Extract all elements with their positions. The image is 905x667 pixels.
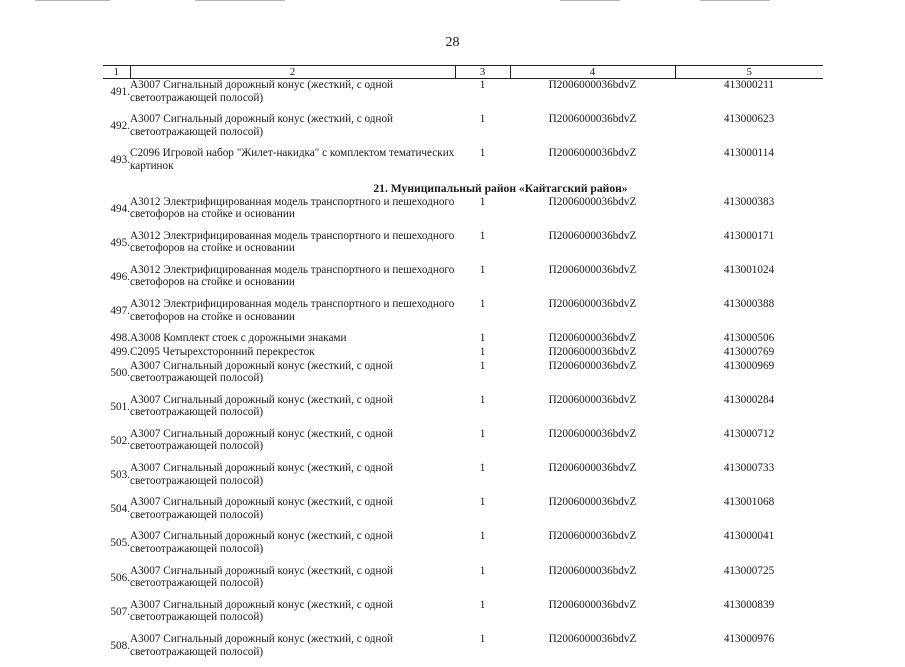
item-code: П2006000036bdvZ [510, 462, 675, 496]
item-quantity: 1 [455, 196, 510, 230]
inventory-number: 413000114 [675, 147, 823, 181]
inventory-number: 413000171 [675, 230, 823, 264]
table-row [103, 360, 823, 394]
row-number: 501. [103, 394, 130, 428]
table-row [103, 113, 823, 147]
table-row [103, 298, 823, 332]
table-row [103, 394, 823, 428]
item-quantity: 1 [455, 264, 510, 298]
row-number: 503. [103, 462, 130, 496]
row-number: 495. [103, 230, 130, 264]
item-name: С2095 Четырехсторонний перекресток [130, 346, 455, 360]
item-quantity: 1 [455, 360, 510, 394]
row-number: 502. [103, 428, 130, 462]
item-code: П2006000036bdvZ [510, 599, 675, 633]
column-header: 2 [130, 66, 455, 79]
row-number: 504. [103, 496, 130, 530]
inventory-number: 413000284 [675, 394, 823, 428]
row-number: 499. [103, 346, 130, 360]
item-quantity: 1 [455, 394, 510, 428]
column-header: 1 [103, 66, 130, 79]
item-code: П2006000036bdvZ [510, 79, 675, 114]
item-name: А3012 Электрифицированная модель транспортного и пешеходного светофоров на стойке и основании [130, 264, 455, 298]
row-number: 497. [103, 298, 130, 332]
item-code: П2006000036bdvZ [510, 530, 675, 564]
item-name: А3007 Сигнальный дорожный конус (жесткий, с одной светоотражающей полосой) [130, 113, 455, 147]
item-code: П2006000036bdvZ [510, 196, 675, 230]
inventory-number: 413000725 [675, 565, 823, 599]
inventory-number: 413001068 [675, 496, 823, 530]
item-quantity: 1 [455, 113, 510, 147]
item-name: А3012 Электрифицированная модель транспортного и пешеходного светофоров на стойке и основании [130, 230, 455, 264]
inventory-number: 413000976 [675, 633, 823, 667]
row-number: 505. [103, 530, 130, 564]
item-name: А3007 Сигнальный дорожный конус (жесткий, с одной светоотражающей полосой) [130, 79, 455, 114]
item-code: П2006000036bdvZ [510, 360, 675, 394]
table-row [103, 264, 823, 298]
inventory-number: 413000041 [675, 530, 823, 564]
item-code: П2006000036bdvZ [510, 496, 675, 530]
item-quantity: 1 [455, 147, 510, 181]
row-number: 493. [103, 147, 130, 181]
inventory-number: 413000733 [675, 462, 823, 496]
item-quantity: 1 [455, 346, 510, 360]
row-number: 494. [103, 196, 130, 230]
item-code: П2006000036bdvZ [510, 332, 675, 346]
table-row [103, 230, 823, 264]
scan-edge-line [35, 0, 110, 1]
table-row [103, 599, 823, 633]
item-quantity: 1 [455, 332, 510, 346]
item-name: А3012 Электрифицированная модель транспортного и пешеходного светофоров на стойке и основании [130, 196, 455, 230]
scan-edge-line [560, 0, 620, 1]
item-name: А3007 Сигнальный дорожный конус (жесткий, с одной светоотражающей полосой) [130, 496, 455, 530]
item-code: П2006000036bdvZ [510, 346, 675, 360]
item-quantity: 1 [455, 633, 510, 667]
item-quantity: 1 [455, 298, 510, 332]
item-name: А3007 Сигнальный дорожный конус (жесткий, с одной светоотражающей полосой) [130, 394, 455, 428]
section-heading-row [103, 182, 823, 196]
item-name: А3008 Комплект стоек с дорожными знаками [130, 332, 455, 346]
row-number: 491. [103, 79, 130, 114]
table-row [103, 346, 823, 360]
inventory-number: 413000388 [675, 298, 823, 332]
item-name: А3007 Сигнальный дорожный конус (жесткий, с одной светоотражающей полосой) [130, 530, 455, 564]
table-row [103, 633, 823, 667]
item-name: А3007 Сигнальный дорожный конус (жесткий, с одной светоотражающей полосой) [130, 360, 455, 394]
table-row [103, 462, 823, 496]
table-row [103, 565, 823, 599]
column-header: 5 [675, 66, 823, 79]
item-name: С2096 Игровой набор "Жилет-накидка" с комплектом тематических картинок [130, 147, 455, 181]
item-code: П2006000036bdvZ [510, 113, 675, 147]
item-name: А3012 Электрифицированная модель транспортного и пешеходного светофоров на стойке и основании [130, 298, 455, 332]
item-quantity: 1 [455, 530, 510, 564]
item-code: П2006000036bdvZ [510, 394, 675, 428]
item-name: А3007 Сигнальный дорожный конус (жесткий, с одной светоотражающей полосой) [130, 428, 455, 462]
inventory-table [103, 65, 823, 667]
table-body [103, 66, 823, 667]
row-number: 492. [103, 113, 130, 147]
item-name: А3007 Сигнальный дорожный конус (жесткий, с одной светоотражающей полосой) [130, 462, 455, 496]
row-number: 506. [103, 565, 130, 599]
table-row [103, 332, 823, 346]
row-number: 498. [103, 332, 130, 346]
column-header-row [103, 66, 823, 79]
item-quantity: 1 [455, 230, 510, 264]
item-quantity: 1 [455, 428, 510, 462]
item-name: А3007 Сигнальный дорожный конус (жесткий, с одной светоотражающей полосой) [130, 633, 455, 667]
inventory-number: 413000383 [675, 196, 823, 230]
item-quantity: 1 [455, 496, 510, 530]
item-code: П2006000036bdvZ [510, 298, 675, 332]
item-code: П2006000036bdvZ [510, 230, 675, 264]
item-name: А3007 Сигнальный дорожный конус (жесткий, с одной светоотражающей полосой) [130, 599, 455, 633]
item-code: П2006000036bdvZ [510, 428, 675, 462]
item-quantity: 1 [455, 462, 510, 496]
column-header: 3 [455, 66, 510, 79]
row-number: 496. [103, 264, 130, 298]
page-number: 28 [0, 36, 905, 50]
inventory-number: 413000211 [675, 79, 823, 114]
inventory-number: 413000839 [675, 599, 823, 633]
row-number: 507. [103, 599, 130, 633]
item-code: П2006000036bdvZ [510, 565, 675, 599]
scan-edge-line [700, 0, 770, 1]
item-name: А3007 Сигнальный дорожный конус (жесткий, с одной светоотражающей полосой) [130, 565, 455, 599]
table-row [103, 79, 823, 114]
inventory-number: 413000712 [675, 428, 823, 462]
table-row [103, 428, 823, 462]
item-code: П2006000036bdvZ [510, 264, 675, 298]
item-quantity: 1 [455, 79, 510, 114]
table-row [103, 530, 823, 564]
item-code: П2006000036bdvZ [510, 147, 675, 181]
scan-edge-line [195, 0, 285, 1]
column-header: 4 [510, 66, 675, 79]
row-number: 508. [103, 633, 130, 667]
section-title: 21. Муниципальный район «Кайтагский район» [103, 182, 823, 196]
inventory-number: 413000506 [675, 332, 823, 346]
table-row [103, 496, 823, 530]
inventory-number: 413000623 [675, 113, 823, 147]
table-row [103, 196, 823, 230]
inventory-number: 413000969 [675, 360, 823, 394]
item-quantity: 1 [455, 565, 510, 599]
row-number: 500. [103, 360, 130, 394]
inventory-number: 413001024 [675, 264, 823, 298]
item-code: П2006000036bdvZ [510, 633, 675, 667]
table-row [103, 147, 823, 181]
inventory-number: 413000769 [675, 346, 823, 360]
item-quantity: 1 [455, 599, 510, 633]
